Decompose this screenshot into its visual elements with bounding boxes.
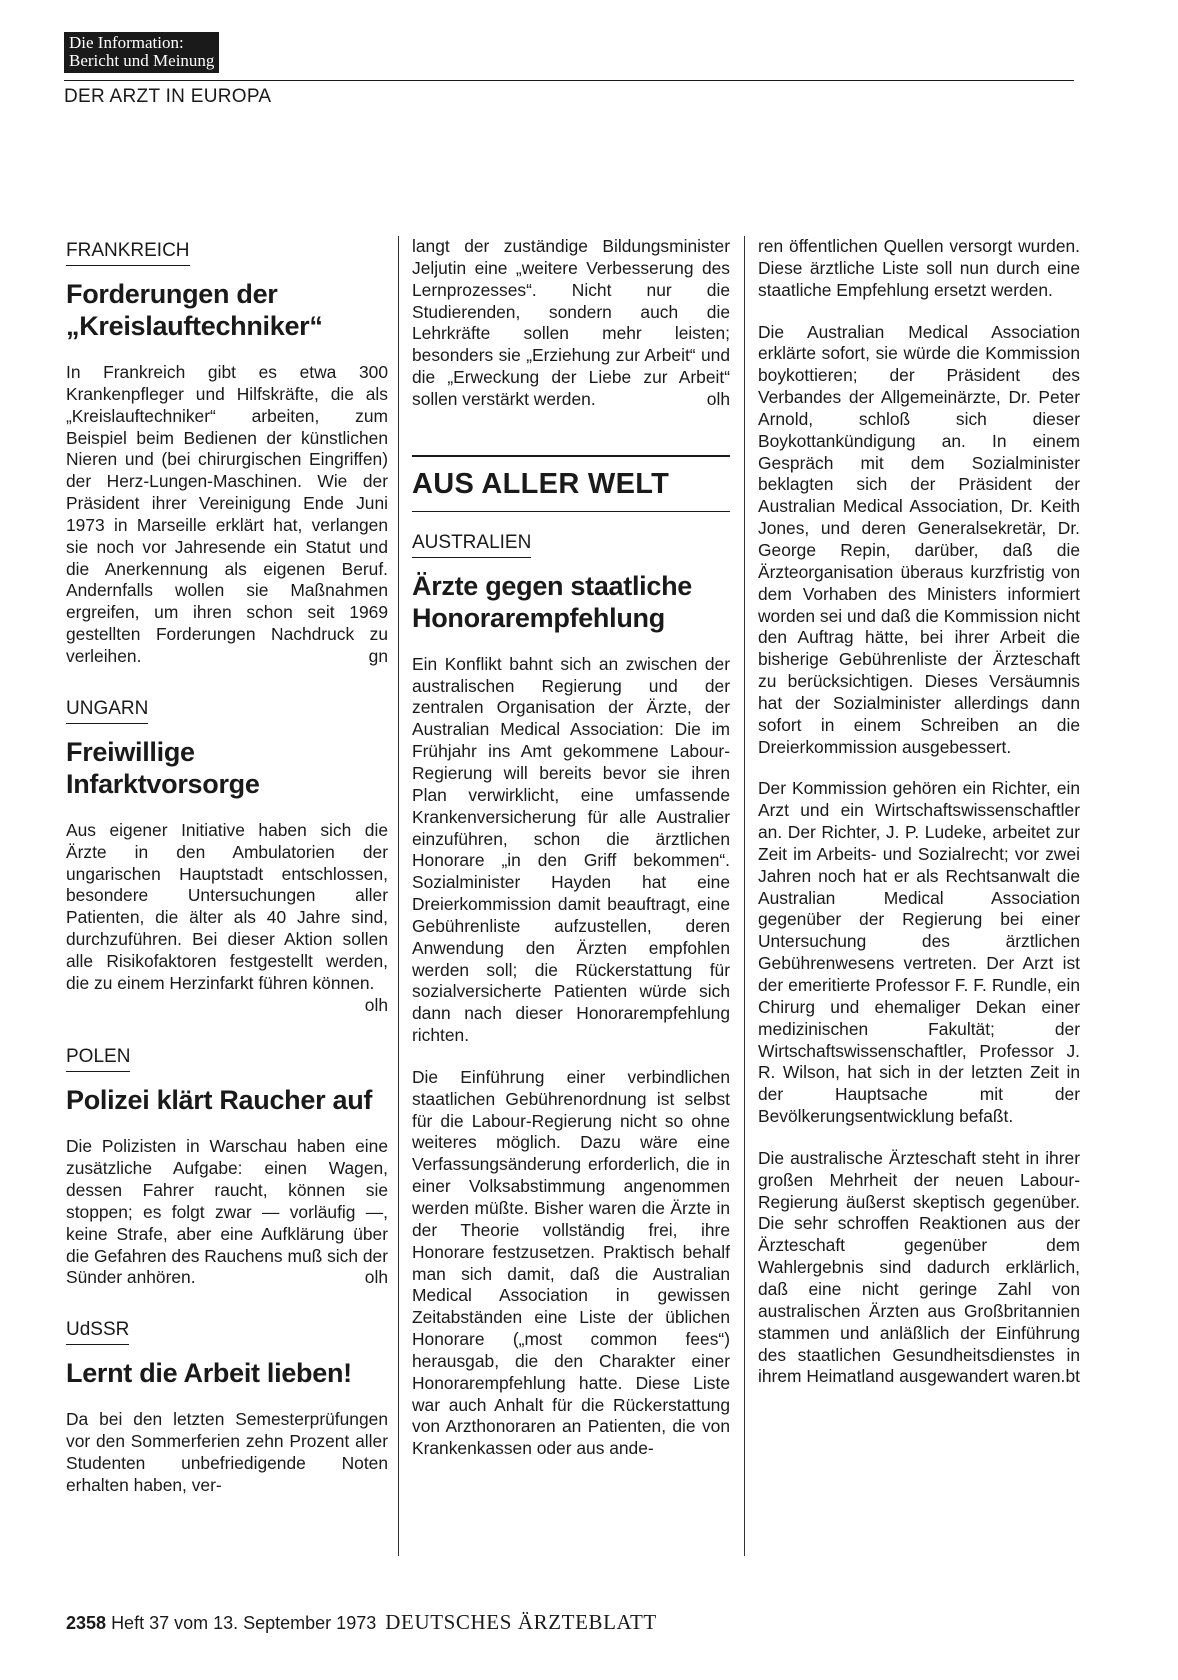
header-badge-line1: Die Information: [69, 33, 184, 52]
article-kicker: POLEN [66, 1046, 130, 1072]
article-text: Die australische Ärzteschaft steht in ihrer großen Mehrheit der neuen Labour-Regierung äußerst skeptisch gegenüber. Die sehr schroffen Reaktionen aus der Ärzteschaft gegenüber dem Wahlergebnis sind dadurch erklärlich, daß eine nicht geringe Zahl von australischen Ärzten aus Großbritannien stammen und anläßlich der Einführung des staatlichen Gesundheitsdienstes in ihrem Heimatland ausgewandert waren. [758, 1147, 1080, 1387]
author-initials: olh [364, 994, 388, 1015]
rubric-title: AUS ALLER WELT [412, 467, 670, 500]
article-headline: Freiwillige Infarktvorsorge [66, 736, 260, 799]
article-ungarn [66, 698, 388, 1017]
author-initials: gn [368, 645, 388, 666]
article-headline: Lernt die Arbeit lieben! [66, 1358, 352, 1389]
page-number: 2358 [66, 1613, 107, 1633]
column-divider-1 [398, 236, 399, 1556]
article-headline: Polizei klärt Raucher auf [66, 1085, 373, 1116]
article-text: Die Polizisten in Warschau haben eine zusätzliche Aufgabe: einen Wagen, dessen Fahrer raucht, können sie stoppen; es folgt zwar — vorläufig —, keine Strafe, aber eine Aufklärung über die Gefahren des Rauchens muß sich der Sünder anhören. [66, 1136, 388, 1288]
section-label: DER ARZT IN EUROPA [64, 86, 272, 107]
article-body [66, 1136, 388, 1289]
page-header [64, 32, 1074, 107]
article-australien [412, 532, 730, 1460]
author-initials: olh [364, 1267, 388, 1288]
article-headline: Forderungen der „Kreislauftechniker“ [66, 279, 323, 341]
article-text: In Frankreich gibt es etwa 300 Krankenpfleger und Hilfskräfte, die als „Kreislauftechniker“ arbeiten, zum Beispiel beim Bedienen der künstlichen Nieren und (bei chirurgischen Eingriffen) der Herz-Lungen-Maschinen. Wie der Präsident ihrer Vereinigung Ende Juni 1973 in Marseille erklärt hat, verlangen sie noch vor Jahresende ein Statut und die Anerkennung als eigenen Beruf. Andernfalls wollen sie Maßnahmen ergreifen, um ihren schon seit 1969 gestellten Forderungen Nachdruck zu verleihen. [66, 362, 388, 666]
rubric-rule-bottom [412, 511, 730, 512]
column-2 [412, 236, 730, 1460]
article-continuation [412, 236, 730, 411]
article-kicker: UNGARN [66, 698, 148, 724]
header-rule [64, 80, 1074, 81]
article-body [66, 820, 388, 1017]
column-1 [66, 240, 388, 1497]
page-footer [66, 1610, 657, 1635]
journal-title: DEUTSCHES ÄRZTEBLATT [385, 1610, 657, 1634]
header-badge-line2: Bericht und Meinung [69, 51, 215, 70]
article-kicker: UdSSR [66, 1319, 129, 1345]
author-initials: olh [706, 388, 730, 409]
article-body [66, 362, 388, 668]
article-paragraph: ren öffentlichen Quellen versorgt wurden. Diese ärztliche Liste soll nun durch eine staatliche Empfehlung ersetzt werden. [758, 236, 1080, 300]
column-divider-2 [744, 236, 745, 1556]
article-body: Da bei den letzten Semesterprüfungen vor den Sommerferien zehn Prozent aller Studenten unbefriedigende Noten erhalten haben, ver- [66, 1409, 388, 1495]
article-text: Aus eigener Initiative haben sich die Ärzte in den Ambulatorien der ungarischen Hauptstadt entschlossen, besondere Untersuchungen aller Patienten, die älter als 40 Jahre sind, durchzuführen. Bei dieser Aktion sollen alle Risikofaktoren festgestellt werden, die zu einem Herzinfarkt führen können. [66, 819, 388, 993]
article-frankreich [66, 240, 388, 668]
rubric-rule-top [412, 455, 730, 457]
article-kicker: FRANKREICH [66, 240, 190, 266]
article-paragraph: Ein Konflikt bahnt sich an zwischen der australischen Regierung und der zentralen Organisation der Ärzte, der Australian Medical Association: Die im Frühjahr ins Amt gekommene Labour-Regierung will bereits bevor sie ihren Plan verwirklicht, eine umfassende Krankenversicherung für alle Australier einzuführen, schon die ärztlichen Honorare „in den Griff bekommen“. Sozialminister Hayden hat eine Dreierkommission damit beauftragt, eine Gebührenliste aufzustellen, deren Anwendung den Ärzten empfohlen werden soll; die Rückerstattung für sozialversicherte Patienten würde sich dann nach dieser Honorarempfehlung richten. [412, 653, 730, 1046]
column-3 [758, 236, 1080, 1388]
article-kicker: AUSTRALIEN [412, 532, 531, 558]
article-udssr [66, 1319, 388, 1496]
article-paragraph: Der Kommission gehören ein Richter, ein Arzt und ein Wirtschaftswissenschaftler an. Der Richter, J. P. Ludeke, arbeitet zur Zeit im Arbeits- und Sozialrecht; vor zwei Jahren noch hat er als Rechtsanwalt die Australian Medical Association gegenüber der Regierung bei einer Untersuchung des ärztlichen Gebührenwesens vertreten. Der Arzt ist der emeritierte Professor F. F. Rundle, ein Chirurg und ehemaliger Dekan einer medizinischen Fakultät; der Wirtschaftswissenschaftler, Professor J. R. Wilson, hat sich in der letzten Zeit in der Hauptsache mit der Bevölkerungsentwicklung befaßt. [758, 778, 1080, 1127]
issue-info: Heft 37 vom 13. September 1973 [111, 1613, 377, 1633]
article-paragraph: Die Einführung einer verbindlichen staatlichen Gebührenordnung ist selbst für die Labour-Regierung nicht so ohne weiteres möglich. Dazu wäre eine Verfassungsänderung erforderlich, die in einer Volksabstimmung angenommen werden müßte. Bisher waren die Ärzte in der Theorie vollständig frei, ihre Honorare festzusetzen. Praktisch behalf man sich damit, daß die Australian Medical Association in gewissen Zeitabständen eine Liste der üblichen Honorare („most common fees“) herausgab, die den Charakter einer Honorarempfehlung hatte. Diese Liste war auch Anhalt für die Rückerstattung von Arzthonoraren an Patienten, die von Krankenkassen oder aus ande- [412, 1066, 730, 1459]
article-polen [66, 1046, 388, 1289]
article-paragraph [758, 1148, 1080, 1388]
article-paragraph: Die Australian Medical Association erklärte sofort, sie würde die Kommission boykottieren; der Präsident des Verbandes der Allgemeinärzte, Dr. Peter Arnold, schloß sich dieser Boykottankündigung an. In einem Gespräch mit dem Sozialminister beklagten sich der Präsident der Australian Medical Association, Dr. Keith Jones, und deren Generalsekretär, Dr. George Repin, darüber, daß die Ärzteorganisation überaus kurzfristig von dem Vorhaben des Ministers informiert worden sei und daß die Kommission nicht den Auftrag hätte, bei ihrer Arbeit die bisherige Gebührenliste der Ärzteschaft zu berücksichtigen. Dieses Versäumnis hat der Sozialminister allerdings dann sofort in einem Schreiben an die Dreierkommission ausgebessert. [758, 321, 1080, 757]
article-text: langt der zuständige Bildungsminister Jeljutin eine „weitere Verbesserung des Lernprozesses“. Nicht nur die Studierenden, sondern auch die Lehrkräfte sollen mehr leisten; besonders sie „Erziehung zur Arbeit“ und die „Erweckung der Liebe zur Arbeit“ sollen verstärkt werden. [412, 236, 730, 409]
article-headline: Ärzte gegen staatliche Honorarempfehlung [412, 570, 692, 633]
header-badge [64, 32, 219, 73]
author-initials: bt [1065, 1366, 1080, 1387]
